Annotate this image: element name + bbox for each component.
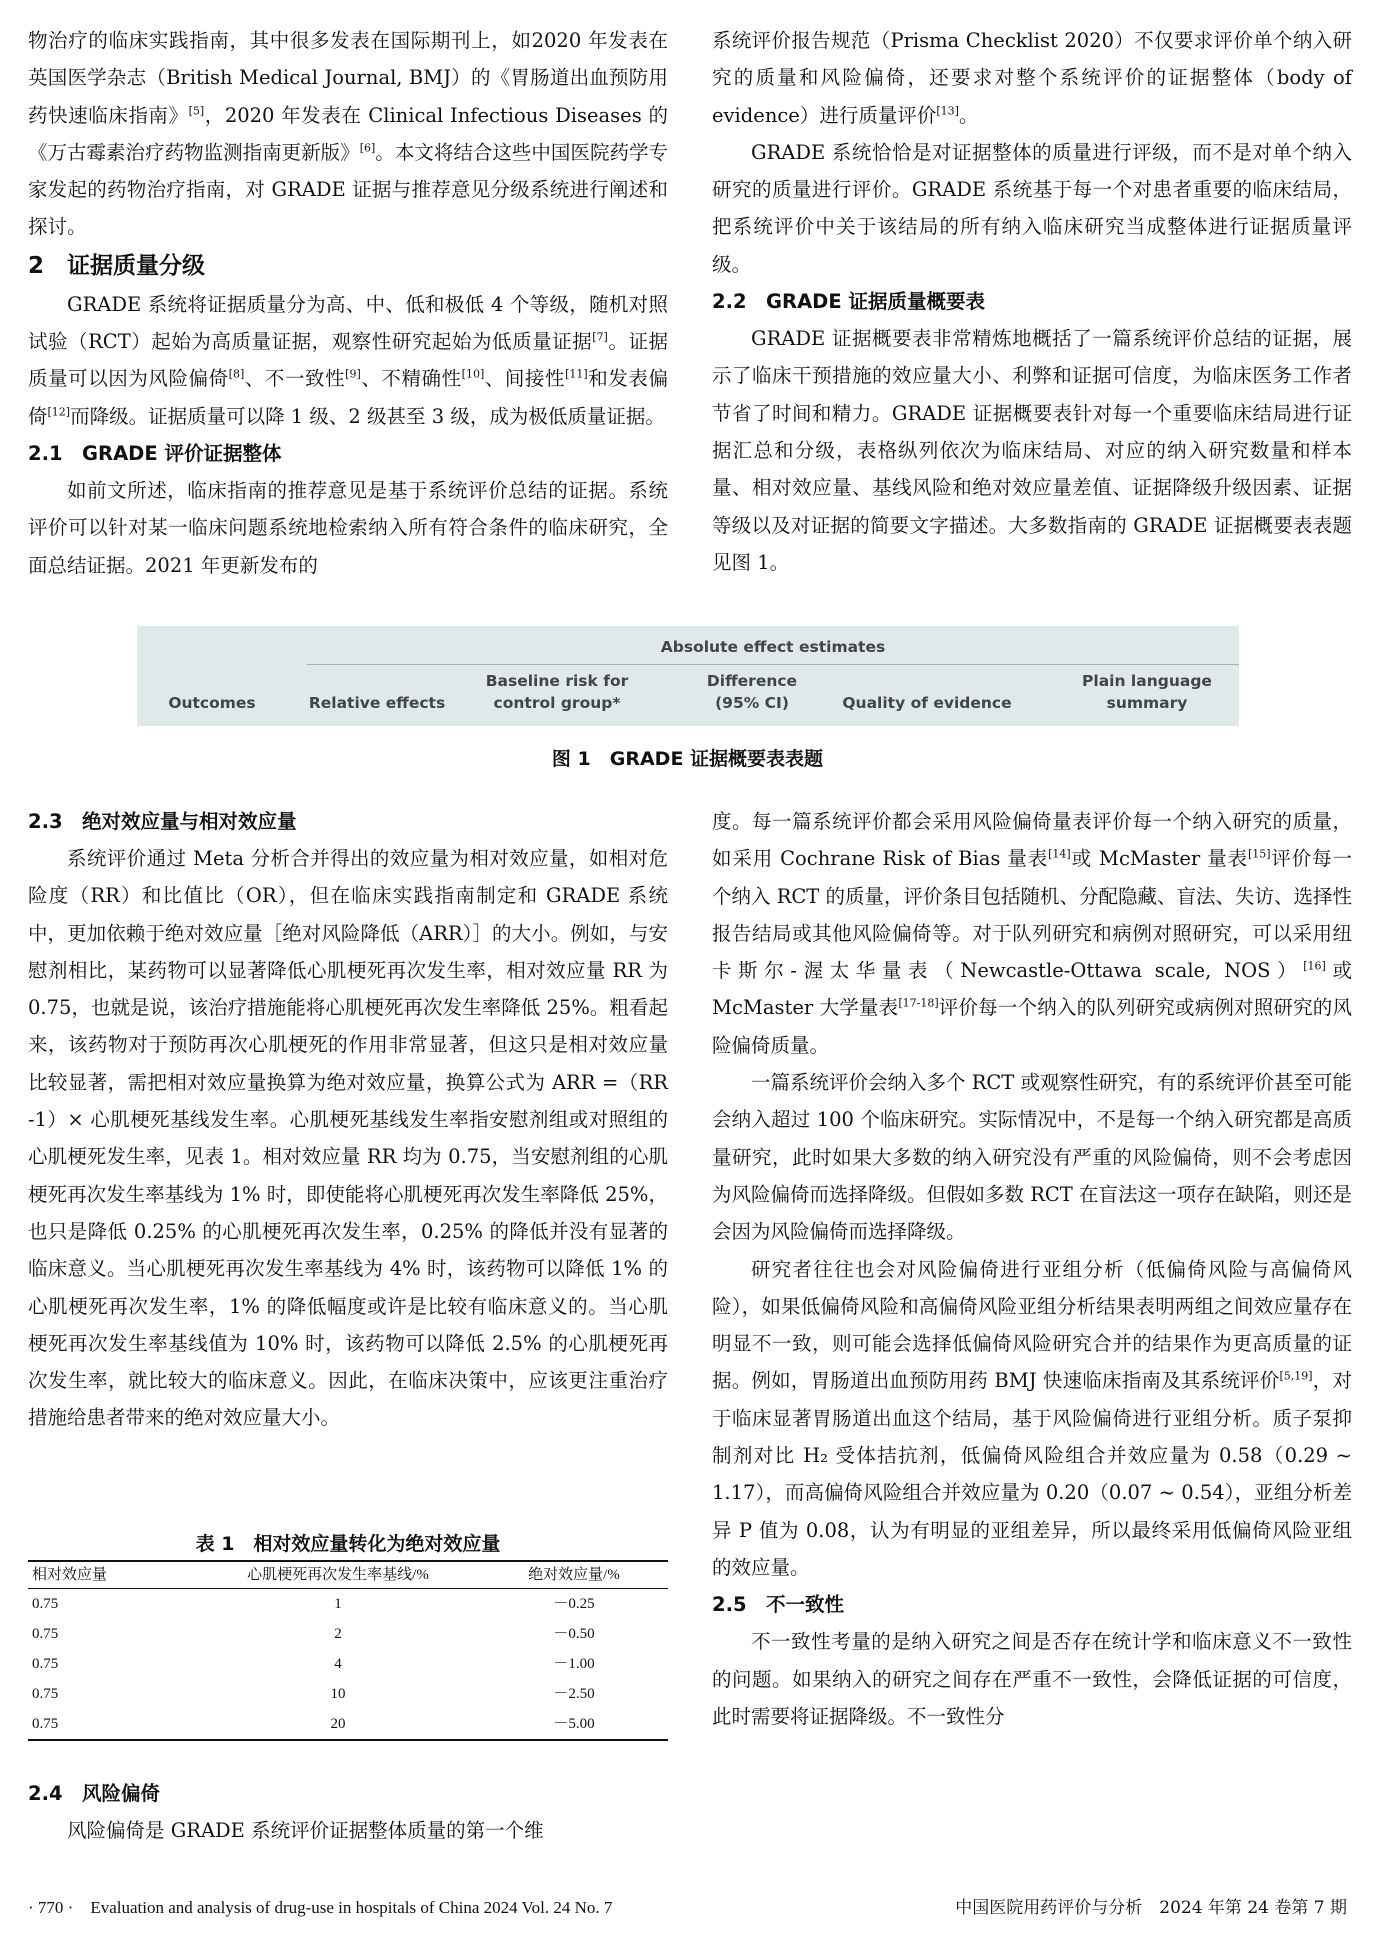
citation: [12] (47, 405, 71, 419)
col-baseline-risk: Baseline risk for control group* (485, 672, 629, 712)
citation: [15] (1247, 847, 1271, 861)
citation: [5] (188, 104, 205, 118)
text: 、间接性 (484, 367, 566, 391)
table-cell: －1.00 (553, 1656, 595, 1672)
paragraph: 风险偏倚是 GRADE 系统评价证据整体质量的第一个维 (67, 1819, 544, 1842)
paragraph (712, 22, 1352, 134)
section-heading-2-1: 2.1 GRADE 评价证据整体 (28, 441, 282, 465)
table-header-row (28, 1561, 668, 1589)
col-difference: Difference (95% CI) (706, 672, 798, 712)
col-quality: Quality of evidence (842, 694, 1012, 712)
text: 度。每一篇系统评价都会采用风险偏倚量表评价每一个纳入研究的质量，如采用 Cochrane Risk of Bias 量表 (712, 810, 1352, 871)
table-cell: 20 (196, 1709, 480, 1740)
absolute-effect-group-header: Absolute effect estimates (660, 638, 886, 656)
left-column-end (28, 1775, 668, 1849)
citation: [9] (345, 367, 361, 381)
citation: [17-18] (898, 996, 939, 1010)
footer-right: 中国医院用药评价与分析 2024 年第 24 卷第 7 期 (955, 1898, 1347, 1918)
text: 。 (958, 103, 979, 127)
text: 评价每一个纳入 RCT 的质量，评价条目包括随机、分配隐藏、盲法、失访、选择性报告结局或其他风险偏倚等。对于队列研究和病例对照研究，可以采用纽卡斯尔-渥太华量表（Newcastle-Ottawa scale, NOS） (712, 847, 1353, 983)
text: 或 McMaster 量表 (1070, 847, 1248, 871)
paragraph (712, 1251, 1352, 1587)
text: 。证据质量可以因为风险偏倚 (28, 330, 668, 391)
citation: [10] (461, 367, 485, 381)
table-cell: 10 (330, 1686, 346, 1702)
table-cell: 0.75 (32, 1626, 59, 1642)
paragraph: 如前文所述，临床指南的推荐意见是基于系统评价总结的证据。系统评价可以针对某一临床问题系统地检索纳入所有符合条件的临床研究，全面总结证据。2021 年更新发布的 (28, 478, 668, 577)
table-header: 绝对效应量/% (480, 1561, 668, 1589)
text: 系统评价报告规范（Prisma Checklist 2020）不仅要求评价单个纳入研究的质量和风险偏倚，还要求对整个系统评价的证据整体（body of evidence）进行质量评价 (712, 29, 1352, 127)
section-heading-2-4: 2.4 风险偏倚 (28, 1782, 161, 1805)
citation: [14] (1048, 847, 1071, 861)
text: ，对于临床显著胃肠道出血这个结局，基于风险偏倚进行亚组分析。质子泵抑制剂对比 H₂ 受体拮抗剂，低偏倚风险组合并效应量为 0.58（0.29 ~ 1.17），而高偏倚风险组合并效应量为 0.20（0.07 ~ 0.54），亚组分析差异 P 值为 0.08，认为有明显的亚组差异，所以最终采用低偏倚风险亚组的效应量。 (712, 1369, 1352, 1579)
table-cell: 0.75 (32, 1686, 59, 1702)
figure-1-table-header (137, 626, 1239, 726)
table-row (28, 1649, 668, 1679)
table-cell: 4 (334, 1656, 342, 1672)
citation: [11] (565, 367, 588, 381)
paragraph (28, 22, 668, 246)
citation: [16] (1303, 959, 1326, 973)
table-cell: －5.00 (480, 1709, 668, 1740)
text: GRADE 系统将证据质量分为高、中、低和极低 4 个等级，随机对照试验（RCT）起始为高质量证据，观察性研究起始为低质量证据 (28, 292, 668, 354)
text: 评价每一个纳入的队列研究或病例对照研究的风险偏倚质量。 (712, 996, 1352, 1057)
right-column-bottom (712, 803, 1352, 1735)
table-cell: －2.50 (553, 1686, 595, 1702)
citation: [6] (359, 141, 376, 155)
citation: [13] (936, 104, 959, 118)
table-header: 相对效应量 (28, 1561, 196, 1589)
table-1 (28, 1528, 668, 1741)
section-heading-2: 2 证据质量分级 (28, 252, 206, 279)
left-column-top (28, 22, 668, 584)
table-cell: －0.50 (553, 1626, 595, 1642)
table-caption: 表 1 相对效应量转化为绝对效应量 (195, 1533, 501, 1555)
text: 或 McMaster 大学量表 (712, 959, 1352, 1020)
paragraph: GRADE 系统恰恰是对证据整体的质量进行评级，而不是对单个纳入研究的质量进行评价。GRADE 系统基于每一个对患者重要的临床结局，把系统评价中关于该结局的所有纳入临床研究当成整体进行证据质量评级。 (712, 140, 1352, 276)
citation: [5,19] (1279, 1369, 1313, 1383)
text: 、不一致性 (244, 367, 346, 391)
figure-caption: 图 1 GRADE 证据概要表表题 (551, 748, 824, 770)
table-cell: 0.75 (28, 1709, 196, 1740)
right-column-top (712, 22, 1352, 581)
table-cell: 0.75 (32, 1656, 59, 1672)
paragraph (712, 803, 1352, 1064)
text: 而降级。证据质量可以降 1 级、2 级甚至 3 级，成为极低质量证据。 (70, 404, 665, 428)
paragraph: GRADE 证据概要表非常精炼地概括了一篇系统评价总结的证据，展示了临床干预措施的效应量大小、利弊和证据可信度，为临床医务工作者节省了时间和精力。GRADE 证据概要表针对每一个重要临床结局进行证据汇总和分级，表格纵列依次为临床结局、对应的纳入研究数量和样本量、相对效应量、基线风险和绝对效应量差值、证据降级升级因素、证据等级以及对证据的简要文字描述。大多数指南的 GRADE 证据概要表表题见图 1。 (712, 327, 1352, 574)
left-column-bottom (28, 803, 668, 1437)
paragraph (28, 286, 668, 435)
section-heading-2-3: 2.3 绝对效应量与相对效应量 (28, 810, 297, 833)
section-heading-2-2: 2.2 GRADE 证据质量概要表 (712, 290, 985, 314)
text: ，2020 年发表在 Clinical Infectious Diseases 的《万古霉素治疗药物监测指南更新版》 (28, 103, 668, 164)
text: 物治疗的临床实践指南，其中很多发表在国际期刊上，如2020 年发表在英国医学杂志（British Medical Journal, BMJ）的《胃肠道出血预防用药快速临床指南》 (28, 29, 668, 127)
text: 、不精确性 (360, 367, 462, 391)
col-plain-language: Plain language summary (1082, 672, 1212, 712)
table-row (28, 1679, 668, 1709)
table-row (28, 1589, 668, 1620)
citation: [8] (228, 367, 245, 381)
text: 和发表偏倚 (28, 367, 668, 428)
text: 。本文将结合这些中国医院药学专家发起的药物治疗指南，对 GRADE 证据与推荐意见分级系统进行阐述和探讨。 (28, 140, 668, 239)
group-header-divider (307, 664, 1239, 665)
text: 研究者往往也会对风险偏倚进行亚组分析（低偏倚风险与高偏倚风险），如果低偏倚风险和高偏倚风险亚组分析结果表明两组之间效应量存在明显不一致，则可能会选择低偏倚风险研究合并的结果作为更高质量的证据。例如，胃肠道出血预防用药 BMJ 快速临床指南及其系统评价 (712, 1257, 1352, 1393)
col-relative-effects: Relative effects (308, 694, 446, 712)
table-row (28, 1619, 668, 1649)
citation: [7] (592, 330, 608, 344)
table-cell: 0.75 (32, 1596, 59, 1612)
table-cell: 2 (334, 1626, 342, 1642)
data-table (28, 1560, 668, 1741)
paragraph: 系统评价通过 Meta 分析合并得出的效应量为相对效应量，如相对危险度（RR）和比值比（OR），但在临床实践指南制定和 GRADE 系统中，更加依赖于绝对效应量［绝对风险降低（ARR）］的大小。例如，与安慰剂相比，某药物可以显著降低心肌梗死再次发生率，相对效应量 RR 为 0.75，也就是说，该治疗措施能将心肌梗死再次发生率降低 25%。粗看起来，该药物对于预防再次心肌梗死的作用非常显著，但这只是相对效应量比较显著，需把相对效应量换算为绝对效应量，换算公式为 ARR =（RR -1）× 心肌梗死基线发生率。心肌梗死基线发生率指安慰剂组或对照组的心肌梗死发生率，见表 1。相对效应量 RR 均为 0.75，当安慰剂组的心肌梗死再次发生率基线为 1% 时，即使能将心肌梗死再次发生率降低 25%，也只是降低 0.25% 的心肌梗死再次发生率，0.25% 的降低并没有显著的临床意义。当心肌梗死再次发生率基线为 4% 时，该药物可以降低 1% 的心肌梗死再次发生率，1% 的降低幅度或许是比较有临床意义的。当心肌梗死再次发生率基线值为 10% 时，该药物可以降低 2.5% 的心肌梗死再次发生率，就比较大的临床意义。因此，在临床决策中，应该更注重治疗措施给患者带来的绝对效应量大小。 (28, 847, 668, 1430)
paragraph: 不一致性考量的是纳入研究之间是否存在统计学和临床意义不一致性的问题。如果纳入的研究之间存在严重不一致性，会降低证据的可信度，此时需要将证据降级。不一致性分 (712, 1630, 1352, 1728)
footer-left: · 770 · Evaluation and analysis of drug-use in hospitals of China 2024 Vol. 24 No. 7 (28, 1898, 613, 1917)
col-outcomes: Outcomes (168, 694, 256, 712)
table-cell: －0.25 (553, 1596, 595, 1612)
table-row (28, 1709, 668, 1740)
paragraph: 一篇系统评价会纳入多个 RCT 或观察性研究，有的系统评价甚至可能会纳入超过 100 个临床研究。实际情况中，不是每一个纳入研究都是高质量研究，此时如果大多数的纳入研究没有严重的风险偏倚，则不会考虑因为风险偏倚而选择降级。但假如多数 RCT 在盲法这一项存在缺陷，则还是会因为风险偏倚而选择降级。 (712, 1071, 1353, 1244)
table-cell: 1 (334, 1596, 342, 1612)
section-heading-2-5: 2.5 不一致性 (712, 1593, 845, 1617)
table-header: 心肌梗死再次发生率基线/% (196, 1561, 480, 1589)
